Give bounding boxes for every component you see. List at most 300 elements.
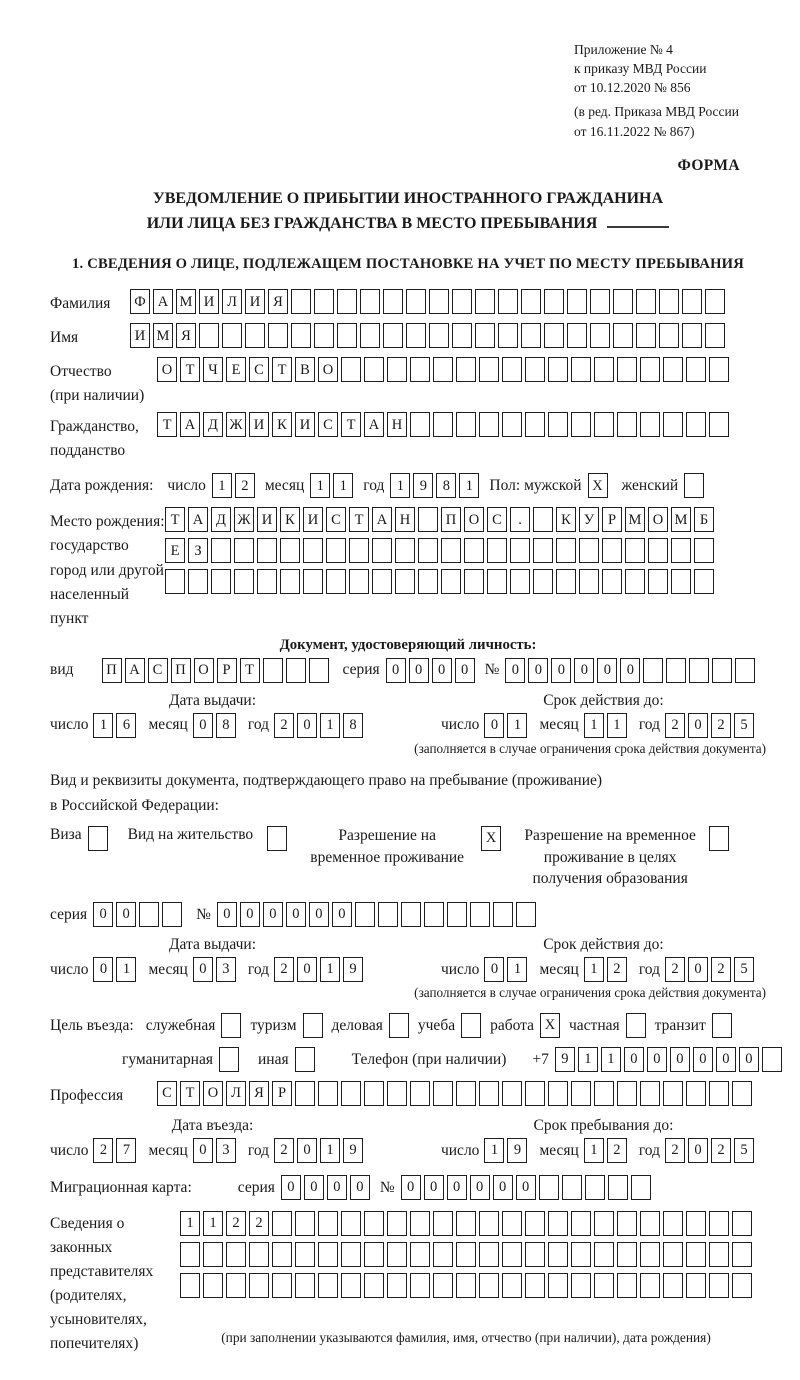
char-box[interactable]: 9 [343, 1138, 363, 1163]
char-box[interactable] [521, 289, 541, 314]
char-box[interactable] [502, 1211, 522, 1236]
char-box[interactable] [410, 1081, 430, 1106]
char-box[interactable] [433, 1273, 453, 1298]
char-box[interactable] [571, 357, 591, 382]
purpose-business-checkbox[interactable] [389, 1013, 409, 1038]
birthplace-row1-input[interactable] [165, 507, 714, 532]
char-box[interactable] [617, 1211, 637, 1236]
char-box[interactable] [640, 412, 660, 437]
char-box[interactable]: С [157, 1081, 177, 1106]
char-box[interactable] [337, 289, 357, 314]
char-box[interactable] [640, 357, 660, 382]
rvp-issue-month-input[interactable] [193, 957, 236, 982]
char-box[interactable] [625, 538, 645, 563]
char-box[interactable] [341, 1081, 361, 1106]
char-box[interactable] [625, 569, 645, 594]
migcard-number-input[interactable] [401, 1175, 651, 1200]
char-box[interactable]: М [176, 289, 196, 314]
char-box[interactable] [364, 1273, 384, 1298]
char-box[interactable] [709, 826, 729, 851]
char-box[interactable] [452, 323, 472, 348]
char-box[interactable]: 1 [601, 1047, 621, 1072]
char-box[interactable]: М [625, 507, 645, 532]
char-box[interactable]: 3 [216, 957, 236, 982]
char-box[interactable] [475, 289, 495, 314]
char-box[interactable] [567, 323, 587, 348]
char-box[interactable]: 1 [320, 713, 340, 738]
char-box[interactable]: 2 [235, 473, 255, 498]
char-box[interactable] [470, 902, 490, 927]
char-box[interactable]: Н [387, 412, 407, 437]
char-box[interactable]: 0 [281, 1175, 301, 1200]
char-box[interactable]: X [481, 826, 501, 851]
char-box[interactable] [548, 1211, 568, 1236]
char-box[interactable] [364, 1081, 384, 1106]
char-box[interactable]: Ч [203, 357, 223, 382]
char-box[interactable]: С [249, 357, 269, 382]
char-box[interactable] [487, 538, 507, 563]
char-box[interactable]: П [102, 658, 122, 683]
char-box[interactable] [263, 658, 283, 683]
rvp-series-input[interactable] [93, 902, 182, 927]
char-box[interactable] [286, 658, 306, 683]
char-box[interactable]: 0 [193, 1138, 213, 1163]
char-box[interactable] [291, 323, 311, 348]
char-box[interactable] [479, 1081, 499, 1106]
char-box[interactable] [433, 1242, 453, 1267]
char-box[interactable] [234, 538, 254, 563]
char-box[interactable]: 6 [116, 713, 136, 738]
char-box[interactable] [280, 538, 300, 563]
char-box[interactable]: И [257, 507, 277, 532]
char-box[interactable] [383, 323, 403, 348]
char-box[interactable] [602, 538, 622, 563]
char-box[interactable]: 0 [470, 1175, 490, 1200]
char-box[interactable]: М [671, 507, 691, 532]
char-box[interactable] [548, 1273, 568, 1298]
char-box[interactable] [663, 1273, 683, 1298]
doc-issue-month-input[interactable] [193, 713, 236, 738]
char-box[interactable]: 1 [333, 473, 353, 498]
char-box[interactable]: 0 [193, 713, 213, 738]
char-box[interactable] [602, 569, 622, 594]
char-box[interactable] [571, 1273, 591, 1298]
char-box[interactable]: Т [240, 658, 260, 683]
char-box[interactable] [640, 1273, 660, 1298]
visa-checkbox[interactable] [88, 826, 108, 851]
char-box[interactable]: 1 [390, 473, 410, 498]
char-box[interactable] [525, 1211, 545, 1236]
char-box[interactable]: Т [157, 412, 177, 437]
char-box[interactable] [548, 357, 568, 382]
char-box[interactable]: О [203, 1081, 223, 1106]
char-box[interactable] [406, 323, 426, 348]
char-box[interactable] [694, 569, 714, 594]
doc-issue-day-input[interactable] [93, 713, 136, 738]
char-box[interactable]: 2 [607, 957, 627, 982]
char-box[interactable] [712, 1013, 732, 1038]
char-box[interactable] [203, 1242, 223, 1267]
char-box[interactable]: 0 [297, 957, 317, 982]
char-box[interactable] [617, 357, 637, 382]
char-box[interactable] [461, 1013, 481, 1038]
char-box[interactable] [309, 658, 329, 683]
char-box[interactable]: 2 [711, 1138, 731, 1163]
purpose-private-checkbox[interactable] [626, 1013, 646, 1038]
char-box[interactable] [162, 902, 182, 927]
char-box[interactable]: С [487, 507, 507, 532]
char-box[interactable] [686, 357, 706, 382]
char-box[interactable] [636, 323, 656, 348]
birth-month-input[interactable] [310, 473, 353, 498]
char-box[interactable] [410, 1242, 430, 1267]
char-box[interactable] [709, 357, 729, 382]
char-box[interactable]: 0 [93, 902, 113, 927]
char-box[interactable] [406, 289, 426, 314]
char-box[interactable] [418, 507, 438, 532]
citizenship-input[interactable] [157, 412, 729, 437]
char-box[interactable] [326, 569, 346, 594]
char-box[interactable] [579, 569, 599, 594]
char-box[interactable] [594, 412, 614, 437]
char-box[interactable]: 5 [734, 957, 754, 982]
char-box[interactable]: О [194, 658, 214, 683]
char-box[interactable]: 9 [555, 1047, 575, 1072]
char-box[interactable] [249, 1242, 269, 1267]
char-box[interactable]: К [280, 507, 300, 532]
char-box[interactable]: Е [226, 357, 246, 382]
char-box[interactable] [479, 412, 499, 437]
char-box[interactable]: 0 [401, 1175, 421, 1200]
char-box[interactable]: П [171, 658, 191, 683]
char-box[interactable]: Р [602, 507, 622, 532]
char-box[interactable]: 1 [607, 713, 627, 738]
char-box[interactable] [686, 1081, 706, 1106]
char-box[interactable]: 2 [249, 1211, 269, 1236]
char-box[interactable] [303, 1013, 323, 1038]
char-box[interactable]: 1 [584, 713, 604, 738]
char-box[interactable] [355, 902, 375, 927]
entry-month-input[interactable] [193, 1138, 236, 1163]
char-box[interactable] [433, 1211, 453, 1236]
char-box[interactable]: 1 [578, 1047, 598, 1072]
char-box[interactable]: В [295, 357, 315, 382]
doc-series-input[interactable] [386, 658, 475, 683]
char-box[interactable] [571, 1081, 591, 1106]
char-box[interactable] [732, 1242, 752, 1267]
char-box[interactable] [571, 1242, 591, 1267]
char-box[interactable] [663, 412, 683, 437]
char-box[interactable] [709, 412, 729, 437]
char-box[interactable]: С [318, 412, 338, 437]
rvp-exp-month-input[interactable] [584, 957, 627, 982]
char-box[interactable] [211, 538, 231, 563]
char-box[interactable] [705, 323, 725, 348]
char-box[interactable] [666, 658, 686, 683]
char-box[interactable] [648, 538, 668, 563]
char-box[interactable]: Ж [234, 507, 254, 532]
char-box[interactable]: 0 [620, 658, 640, 683]
doc-exp-day-input[interactable] [484, 713, 527, 738]
char-box[interactable]: 1 [584, 1138, 604, 1163]
char-box[interactable]: З [188, 538, 208, 563]
char-box[interactable] [341, 1273, 361, 1298]
representatives-row2-input[interactable] [180, 1242, 752, 1267]
char-box[interactable]: 0 [327, 1175, 347, 1200]
char-box[interactable] [631, 1175, 651, 1200]
char-box[interactable] [226, 1242, 246, 1267]
char-box[interactable]: А [364, 412, 384, 437]
char-box[interactable] [663, 1211, 683, 1236]
char-box[interactable] [464, 569, 484, 594]
char-box[interactable]: П [441, 507, 461, 532]
rvp-issue-day-input[interactable] [93, 957, 136, 982]
char-box[interactable]: Ж [226, 412, 246, 437]
char-box[interactable] [360, 289, 380, 314]
char-box[interactable] [525, 1242, 545, 1267]
char-box[interactable] [452, 289, 472, 314]
char-box[interactable] [318, 1081, 338, 1106]
char-box[interactable] [314, 289, 334, 314]
char-box[interactable] [502, 1273, 522, 1298]
char-box[interactable] [441, 538, 461, 563]
char-box[interactable] [735, 658, 755, 683]
char-box[interactable]: 0 [386, 658, 406, 683]
char-box[interactable] [521, 323, 541, 348]
char-box[interactable] [617, 1081, 637, 1106]
char-box[interactable] [533, 569, 553, 594]
purpose-official-checkbox[interactable] [221, 1013, 241, 1038]
char-box[interactable] [617, 1273, 637, 1298]
char-box[interactable]: Т [349, 507, 369, 532]
char-box[interactable] [732, 1211, 752, 1236]
char-box[interactable]: 1 [507, 957, 527, 982]
char-box[interactable]: А [372, 507, 392, 532]
char-box[interactable] [617, 412, 637, 437]
rvp-issue-year-input[interactable] [274, 957, 363, 982]
char-box[interactable] [498, 323, 518, 348]
char-box[interactable] [318, 1273, 338, 1298]
char-box[interactable] [525, 1273, 545, 1298]
char-box[interactable] [479, 1242, 499, 1267]
char-box[interactable] [456, 1273, 476, 1298]
char-box[interactable] [364, 1211, 384, 1236]
birthplace-row2-input[interactable] [165, 538, 714, 563]
char-box[interactable] [456, 357, 476, 382]
doc-issue-year-input[interactable] [274, 713, 363, 738]
char-box[interactable]: 0 [647, 1047, 667, 1072]
char-box[interactable] [272, 1273, 292, 1298]
char-box[interactable] [429, 289, 449, 314]
char-box[interactable] [479, 1273, 499, 1298]
char-box[interactable]: Л [222, 289, 242, 314]
purpose-other-checkbox[interactable] [295, 1047, 315, 1072]
char-box[interactable]: 2 [607, 1138, 627, 1163]
char-box[interactable] [378, 902, 398, 927]
profession-input[interactable] [157, 1081, 752, 1106]
char-box[interactable] [682, 323, 702, 348]
purpose-work-checkbox[interactable] [540, 1013, 560, 1038]
char-box[interactable] [544, 289, 564, 314]
char-box[interactable]: Д [211, 507, 231, 532]
char-box[interactable] [671, 538, 691, 563]
char-box[interactable] [479, 1211, 499, 1236]
char-box[interactable] [410, 357, 430, 382]
char-box[interactable] [245, 323, 265, 348]
char-box[interactable]: 0 [286, 902, 306, 927]
migcard-series-input[interactable] [281, 1175, 370, 1200]
char-box[interactable] [418, 538, 438, 563]
rvp-number-input[interactable] [217, 902, 536, 927]
char-box[interactable]: 0 [304, 1175, 324, 1200]
char-box[interactable]: 0 [424, 1175, 444, 1200]
char-box[interactable] [594, 1211, 614, 1236]
char-box[interactable] [341, 1211, 361, 1236]
char-box[interactable] [424, 902, 444, 927]
char-box[interactable]: Т [341, 412, 361, 437]
char-box[interactable] [295, 1273, 315, 1298]
char-box[interactable]: 0 [624, 1047, 644, 1072]
char-box[interactable] [387, 357, 407, 382]
char-box[interactable] [372, 569, 392, 594]
birth-day-input[interactable] [212, 473, 255, 498]
char-box[interactable] [272, 1242, 292, 1267]
char-box[interactable] [222, 323, 242, 348]
char-box[interactable] [387, 1242, 407, 1267]
char-box[interactable]: 0 [350, 1175, 370, 1200]
char-box[interactable]: Л [226, 1081, 246, 1106]
char-box[interactable] [139, 902, 159, 927]
char-box[interactable]: 0 [739, 1047, 759, 1072]
char-box[interactable] [502, 1242, 522, 1267]
char-box[interactable] [762, 1047, 782, 1072]
char-box[interactable] [318, 1211, 338, 1236]
char-box[interactable]: А [180, 412, 200, 437]
sex-female-checkbox[interactable] [684, 473, 704, 498]
char-box[interactable] [441, 569, 461, 594]
purpose-humanitarian-checkbox[interactable] [219, 1047, 239, 1072]
char-box[interactable]: X [588, 473, 608, 498]
char-box[interactable]: 0 [693, 1047, 713, 1072]
char-box[interactable] [234, 569, 254, 594]
char-box[interactable] [418, 569, 438, 594]
char-box[interactable] [88, 826, 108, 851]
phone-input[interactable] [555, 1047, 782, 1072]
char-box[interactable]: 0 [447, 1175, 467, 1200]
char-box[interactable]: И [295, 412, 315, 437]
char-box[interactable] [326, 538, 346, 563]
char-box[interactable]: 0 [688, 1138, 708, 1163]
char-box[interactable]: 5 [734, 1138, 754, 1163]
char-box[interactable] [608, 1175, 628, 1200]
char-box[interactable] [556, 569, 576, 594]
char-box[interactable] [364, 1242, 384, 1267]
char-box[interactable] [686, 1273, 706, 1298]
char-box[interactable]: 1 [180, 1211, 200, 1236]
char-box[interactable] [594, 1081, 614, 1106]
char-box[interactable] [502, 1081, 522, 1106]
char-box[interactable] [314, 323, 334, 348]
char-box[interactable] [456, 1081, 476, 1106]
char-box[interactable] [516, 902, 536, 927]
char-box[interactable] [548, 1242, 568, 1267]
char-box[interactable]: Ф [130, 289, 150, 314]
char-box[interactable]: 1 [484, 1138, 504, 1163]
char-box[interactable]: 0 [309, 902, 329, 927]
char-box[interactable] [643, 658, 663, 683]
char-box[interactable] [219, 1047, 239, 1072]
char-box[interactable]: И [249, 412, 269, 437]
char-box[interactable] [594, 1242, 614, 1267]
char-box[interactable]: 1 [203, 1211, 223, 1236]
stay-month-input[interactable] [584, 1138, 627, 1163]
char-box[interactable] [663, 1081, 683, 1106]
char-box[interactable]: 5 [734, 713, 754, 738]
char-box[interactable]: И [245, 289, 265, 314]
char-box[interactable]: И [303, 507, 323, 532]
char-box[interactable]: Т [165, 507, 185, 532]
char-box[interactable] [712, 658, 732, 683]
char-box[interactable]: Я [268, 289, 288, 314]
char-box[interactable] [337, 323, 357, 348]
char-box[interactable]: К [272, 412, 292, 437]
char-box[interactable]: Т [272, 357, 292, 382]
char-box[interactable]: 0 [297, 713, 317, 738]
char-box[interactable]: 0 [263, 902, 283, 927]
char-box[interactable]: 1 [459, 473, 479, 498]
char-box[interactable] [272, 1211, 292, 1236]
char-box[interactable] [165, 569, 185, 594]
char-box[interactable]: 1 [507, 713, 527, 738]
char-box[interactable] [571, 1211, 591, 1236]
char-box[interactable]: 0 [716, 1047, 736, 1072]
char-box[interactable] [682, 289, 702, 314]
char-box[interactable] [456, 1242, 476, 1267]
char-box[interactable]: 1 [320, 1138, 340, 1163]
char-box[interactable]: . [510, 507, 530, 532]
char-box[interactable]: Е [165, 538, 185, 563]
char-box[interactable] [268, 323, 288, 348]
stay-day-input[interactable] [484, 1138, 527, 1163]
char-box[interactable]: 1 [584, 957, 604, 982]
char-box[interactable] [387, 1273, 407, 1298]
char-box[interactable] [295, 1242, 315, 1267]
char-box[interactable] [659, 323, 679, 348]
char-box[interactable] [360, 323, 380, 348]
char-box[interactable]: Р [272, 1081, 292, 1106]
char-box[interactable] [291, 289, 311, 314]
char-box[interactable]: 2 [274, 713, 294, 738]
char-box[interactable] [648, 569, 668, 594]
doc-number-input[interactable] [505, 658, 755, 683]
char-box[interactable] [709, 1211, 729, 1236]
char-box[interactable]: 2 [711, 957, 731, 982]
char-box[interactable]: О [318, 357, 338, 382]
char-box[interactable]: 1 [116, 957, 136, 982]
char-box[interactable]: И [130, 323, 150, 348]
char-box[interactable] [401, 902, 421, 927]
char-box[interactable]: 8 [216, 713, 236, 738]
char-box[interactable] [341, 1242, 361, 1267]
birth-year-input[interactable] [390, 473, 479, 498]
purpose-study-checkbox[interactable] [461, 1013, 481, 1038]
char-box[interactable] [579, 538, 599, 563]
char-box[interactable] [295, 1047, 315, 1072]
char-box[interactable] [686, 412, 706, 437]
char-box[interactable]: 0 [505, 658, 525, 683]
char-box[interactable] [180, 1273, 200, 1298]
char-box[interactable]: 0 [688, 713, 708, 738]
